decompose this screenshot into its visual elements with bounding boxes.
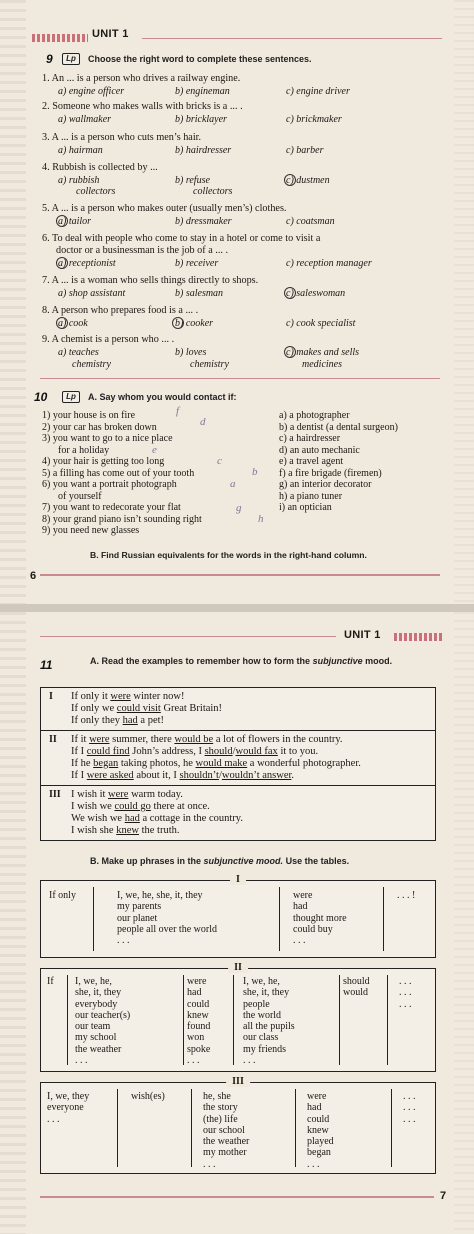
column-divider xyxy=(233,975,234,1065)
option-a: a) teaches xyxy=(58,347,99,358)
table-cell: . . . xyxy=(399,998,412,1010)
unit-title: UNIT 1 xyxy=(344,629,381,641)
option-c: c) barber xyxy=(286,145,324,156)
table-cell: the world xyxy=(243,1009,282,1021)
section-numeral: II xyxy=(49,734,57,745)
table-cell: everyone xyxy=(47,1102,84,1114)
example-sentence: I wish she knew the truth. xyxy=(71,825,180,836)
pencil-circle-mark xyxy=(56,215,68,227)
list-item: of yourself xyxy=(58,490,102,502)
section-numeral: I xyxy=(49,691,53,702)
exercise-heading-b xyxy=(90,856,349,866)
table-cell: began xyxy=(307,1147,331,1159)
column-divider xyxy=(391,1089,392,1167)
exercise-number: 10 xyxy=(34,390,48,404)
page-edge-decoration xyxy=(454,612,474,1234)
list-item: a) a photographer xyxy=(279,410,350,421)
table-cell: I, we, he, she, it, they xyxy=(117,890,203,901)
table-cell: everybody xyxy=(75,998,118,1010)
list-item: d) an auto mechanic xyxy=(279,444,360,456)
table-column xyxy=(75,976,130,1066)
examples-section-2 xyxy=(41,731,435,786)
table-cell: If xyxy=(47,976,54,987)
divider-rule xyxy=(40,378,440,379)
column-divider xyxy=(295,1089,296,1167)
table-column xyxy=(47,1091,89,1125)
table-cell: people xyxy=(243,998,270,1010)
list-item: 9) you need new glasses xyxy=(42,525,140,536)
situations-list xyxy=(42,410,202,537)
option-c: c) dustmen xyxy=(286,175,330,186)
table-cell: won xyxy=(187,1032,205,1044)
table-column xyxy=(203,1091,249,1170)
exercise-number: 11 xyxy=(40,658,53,672)
table-cell: I, we, they xyxy=(47,1091,90,1102)
example-sentence: If only they had a pet! xyxy=(71,715,165,726)
example-sentence: If I could find John’s address, I should/would fax it to you. xyxy=(71,746,319,757)
option-b-cont: collectors xyxy=(193,186,233,197)
heading-emphasis: subjunctive mood. xyxy=(203,856,284,866)
header-rule xyxy=(40,636,336,637)
table-cell: could xyxy=(307,1113,330,1125)
option-b: b) salesman xyxy=(175,288,224,299)
page-number: 6 xyxy=(30,570,37,582)
example-sentence: If only it were winter now! xyxy=(71,691,185,702)
page-edge-decoration xyxy=(454,0,474,604)
table-cell: . . . xyxy=(117,935,130,947)
book-icon: Lp xyxy=(62,391,80,403)
table-cell: the story xyxy=(203,1102,238,1114)
table-cell: . . . xyxy=(75,1055,88,1067)
table-numeral: II xyxy=(228,962,248,973)
pencil-answer: d xyxy=(200,416,206,428)
example-sentence: If I were asked about it, I shouldn’t/wouldn’t answer. xyxy=(71,770,295,781)
table-cell: our team xyxy=(75,1021,111,1033)
column-divider xyxy=(387,975,388,1065)
example-sentence: If he began taking photos, he would make a wonderful photographer. xyxy=(71,758,361,769)
substitution-table-2 xyxy=(40,962,436,1072)
column-divider xyxy=(67,975,68,1065)
answer-options xyxy=(58,175,448,201)
header-rule xyxy=(142,38,442,39)
table-cell: he, she xyxy=(203,1091,231,1102)
table-numeral: I xyxy=(230,874,246,885)
table-cell: she, it, they xyxy=(75,987,122,999)
page-number: 7 xyxy=(440,1190,447,1202)
table-cell: . . . xyxy=(203,1158,216,1170)
list-item: f) a fire brigade (firemen) xyxy=(279,467,382,479)
question: 9. A chemist is a person who ... . xyxy=(42,334,175,345)
pencil-answer: g xyxy=(236,502,242,514)
table-cell: knew xyxy=(307,1124,329,1136)
option-a: a) cook xyxy=(58,318,88,329)
grammar-examples-box xyxy=(40,687,436,841)
list-item: for a holiday xyxy=(58,444,110,456)
table-cell: I, we, he, xyxy=(75,976,112,987)
answer-options xyxy=(58,288,448,302)
heading-text-cont: mood. xyxy=(365,656,393,666)
question: 8. A person who prepares food is a ... . xyxy=(42,305,199,316)
question: 4. Rubbish is collected by ... xyxy=(42,162,158,173)
table-cell: people all over the world xyxy=(117,923,217,935)
pencil-circle-mark xyxy=(56,257,68,269)
table-cell: . . . xyxy=(243,1055,256,1067)
question: 6. To deal with people who come to stay in a hotel or come to visit a xyxy=(42,233,321,244)
pencil-answer: c xyxy=(217,455,222,467)
table-cell: could buy xyxy=(293,923,333,935)
table-cell: . . . xyxy=(403,1102,416,1114)
question: 7. A ... is a woman who sells things directly to shops. xyxy=(42,275,259,286)
book-icon: Lp xyxy=(62,53,80,65)
column-divider xyxy=(117,1089,118,1167)
pencil-circle-mark xyxy=(284,174,296,186)
table-cell: our class xyxy=(243,1032,279,1044)
table-cell: my parents xyxy=(117,901,162,913)
list-item: e) a travel agent xyxy=(279,456,344,467)
examples-section-3 xyxy=(41,786,435,840)
option-b: b) engineman xyxy=(175,86,230,97)
column-divider xyxy=(191,1089,192,1167)
table-cell: the weather xyxy=(203,1136,250,1148)
option-a: a) shop assistant xyxy=(58,288,126,299)
table-cell: . . . xyxy=(187,1055,200,1067)
list-item: 3) you want to go to a nice place xyxy=(42,433,173,444)
answer-options xyxy=(58,114,448,128)
table-column xyxy=(243,976,295,1066)
option-c: c) reception manager xyxy=(286,258,372,269)
table-cell: all the pupils xyxy=(243,1021,295,1033)
table-cell: should xyxy=(343,976,370,987)
list-item: 2) your car has broken down xyxy=(42,421,157,433)
list-item: 8) your grand piano isn’t sounding right xyxy=(42,513,202,525)
pencil-answer: f xyxy=(176,405,180,417)
list-item: h) a piano tuner xyxy=(279,490,343,502)
column-divider xyxy=(339,975,340,1065)
substitution-table-3 xyxy=(40,1076,436,1174)
page-edge-decoration xyxy=(0,612,26,1234)
pencil-answer: a xyxy=(230,478,236,490)
table-cell: . . . xyxy=(403,1091,416,1102)
question: 3. A ... is a person who cuts men’s hair. xyxy=(42,132,202,143)
pencil-answer: b xyxy=(252,466,258,478)
table-cell: wish(es) xyxy=(131,1091,165,1102)
table-cell: our teacher(s) xyxy=(75,1009,131,1021)
table-column xyxy=(293,890,347,946)
pencil-answer: e xyxy=(152,444,157,456)
page-edge-decoration xyxy=(0,0,26,604)
example-sentence: We wish we had a cottage in the country. xyxy=(71,813,243,824)
substitution-table-1 xyxy=(40,874,436,958)
textbook-page-7 xyxy=(0,612,474,1234)
table-column xyxy=(343,976,370,999)
list-item: i) an optician xyxy=(279,502,332,513)
table-cell: . . . xyxy=(399,976,412,987)
table-cell: thought more xyxy=(293,912,347,924)
footer-rule xyxy=(40,1196,434,1198)
table-cell: If only xyxy=(49,890,76,901)
table-cell: were xyxy=(187,976,207,987)
table-cell: were xyxy=(307,1091,327,1102)
list-item: 6) you want a portrait photograph xyxy=(42,479,177,490)
table-cell: . . . xyxy=(47,1113,60,1125)
list-item: 4) your hair is getting too long xyxy=(42,456,165,467)
option-c: c) makes and sells xyxy=(286,347,360,358)
heading-text: B. Make up phrases in the xyxy=(90,856,202,866)
textbook-page-6 xyxy=(0,0,474,604)
list-item: b) a dentist (a dental surgeon) xyxy=(279,421,398,433)
section-numeral: III xyxy=(49,789,61,800)
table-column xyxy=(307,1091,334,1170)
table-column xyxy=(187,976,210,1066)
table-cell: I, we, he, xyxy=(243,976,280,987)
unit-title: UNIT 1 xyxy=(92,28,129,40)
table-cell: were xyxy=(293,890,313,901)
table-cell: the weather xyxy=(75,1043,122,1055)
option-b: b) cooker xyxy=(175,318,214,329)
example-sentence: If only we could visit Great Britain! xyxy=(71,703,223,714)
answer-options xyxy=(58,347,448,373)
footer-rule xyxy=(40,574,440,576)
option-c: c) brickmaker xyxy=(286,114,342,125)
table-cell: would xyxy=(343,987,368,999)
answer-options xyxy=(58,86,448,100)
header-stripes xyxy=(32,34,88,42)
table-cell: my friends xyxy=(243,1043,287,1055)
pencil-circle-mark xyxy=(56,317,68,329)
table-cell: . . . ! xyxy=(397,890,416,901)
table-cell: found xyxy=(187,1021,211,1033)
example-sentence: I wish it were warm today. xyxy=(71,789,183,800)
list-item: c) a hairdresser xyxy=(279,433,341,444)
table-cell: our planet xyxy=(117,912,158,924)
column-divider xyxy=(279,887,280,951)
header-stripes xyxy=(394,633,444,641)
option-b: b) hairdresser xyxy=(175,145,232,156)
answer-options xyxy=(58,258,448,272)
table-cell: . . . xyxy=(293,935,306,947)
answer-options xyxy=(58,216,448,230)
table-cell: knew xyxy=(187,1009,209,1021)
option-b: b) refuse xyxy=(175,175,210,186)
table-column xyxy=(399,976,412,1010)
option-c: c) cook specialist xyxy=(286,318,356,329)
exercise-heading: Choose the right word to complete these sentences. xyxy=(88,54,312,64)
table-cell: (the) life xyxy=(203,1113,238,1125)
table-column xyxy=(403,1091,416,1125)
option-a-cont: collectors xyxy=(76,186,116,197)
column-divider xyxy=(183,975,184,1065)
exercise-footer: B. Find Russian equivalents for the words in the right-hand column. xyxy=(90,550,367,560)
heading-emphasis: subjunctive xyxy=(312,656,363,666)
option-a: a) hairman xyxy=(58,145,103,156)
table-cell: spoke xyxy=(187,1043,211,1055)
question: 2. Someone who makes walls with bricks is a ... . xyxy=(42,101,243,112)
example-sentence: I wish we could go there at once. xyxy=(71,801,210,812)
table-cell: had xyxy=(187,987,202,999)
option-a-cont: chemistry xyxy=(72,359,111,370)
column-divider xyxy=(383,887,384,951)
option-b-cont: chemistry xyxy=(190,359,229,370)
table-numeral: III xyxy=(226,1076,250,1087)
question-cont: doctor or a businessman is the job of a ... . xyxy=(56,245,229,256)
pencil-answer: h xyxy=(258,513,264,525)
table-column xyxy=(117,890,217,946)
pencil-circle-mark xyxy=(284,287,296,299)
option-c-cont: medicines xyxy=(302,359,342,370)
option-c: c) coatsman xyxy=(286,216,335,227)
table-cell: played xyxy=(307,1136,334,1148)
list-item: 7) you want to redecorate your flat xyxy=(42,502,181,513)
option-b: b) loves xyxy=(175,347,207,358)
list-item: 1) your house is on fire xyxy=(42,410,136,421)
exercise-number: 9 xyxy=(46,52,53,66)
option-a: a) tailor xyxy=(58,216,92,227)
option-a: a) rubbish xyxy=(58,175,100,186)
example-sentence: If it were summer, there would be a lot of flowers in the country. xyxy=(71,734,343,745)
table-cell: she, it, they xyxy=(243,987,290,999)
list-item: g) an interior decorator xyxy=(279,479,372,490)
table-cell: could xyxy=(187,998,210,1010)
answer-options xyxy=(58,318,448,332)
table-cell: . . . xyxy=(403,1113,416,1125)
table-cell: . . . xyxy=(399,987,412,999)
contacts-list xyxy=(279,410,398,514)
exercise-heading-a xyxy=(90,656,440,667)
question: 5. A ... is a person who makes outer (usually men’s) clothes. xyxy=(42,203,287,214)
option-b: b) receiver xyxy=(175,258,219,269)
option-c: c) saleswoman xyxy=(286,288,346,299)
option-a: a) engine officer xyxy=(58,86,125,97)
option-b: b) dressmaker xyxy=(175,216,232,227)
option-b: b) bricklayer xyxy=(175,114,227,125)
pencil-circle-mark xyxy=(172,317,184,329)
table-cell: my school xyxy=(75,1032,117,1044)
pencil-circle-mark xyxy=(284,346,296,358)
list-item: 5) a filling has come out of your tooth xyxy=(42,467,195,479)
heading-text-cont: Use the tables. xyxy=(285,856,350,866)
option-c: c) engine driver xyxy=(286,86,350,97)
table-cell: our school xyxy=(203,1124,245,1136)
table-cell: had xyxy=(293,901,308,913)
table-cell: had xyxy=(307,1102,322,1114)
answer-options xyxy=(58,145,448,159)
option-a: a) wallmaker xyxy=(58,114,112,125)
column-divider xyxy=(93,887,94,951)
table-cell: my mother xyxy=(203,1147,247,1159)
option-a: a) receptionist xyxy=(58,258,116,269)
question: 1. An ... is a person who drives a railway engine. xyxy=(42,73,241,84)
table-cell: . . . xyxy=(307,1158,320,1170)
heading-text: A. Read the examples to remember how to form the xyxy=(90,656,311,666)
exercise-heading: A. Say whom you would contact if: xyxy=(88,392,237,402)
examples-section-1 xyxy=(41,688,435,731)
